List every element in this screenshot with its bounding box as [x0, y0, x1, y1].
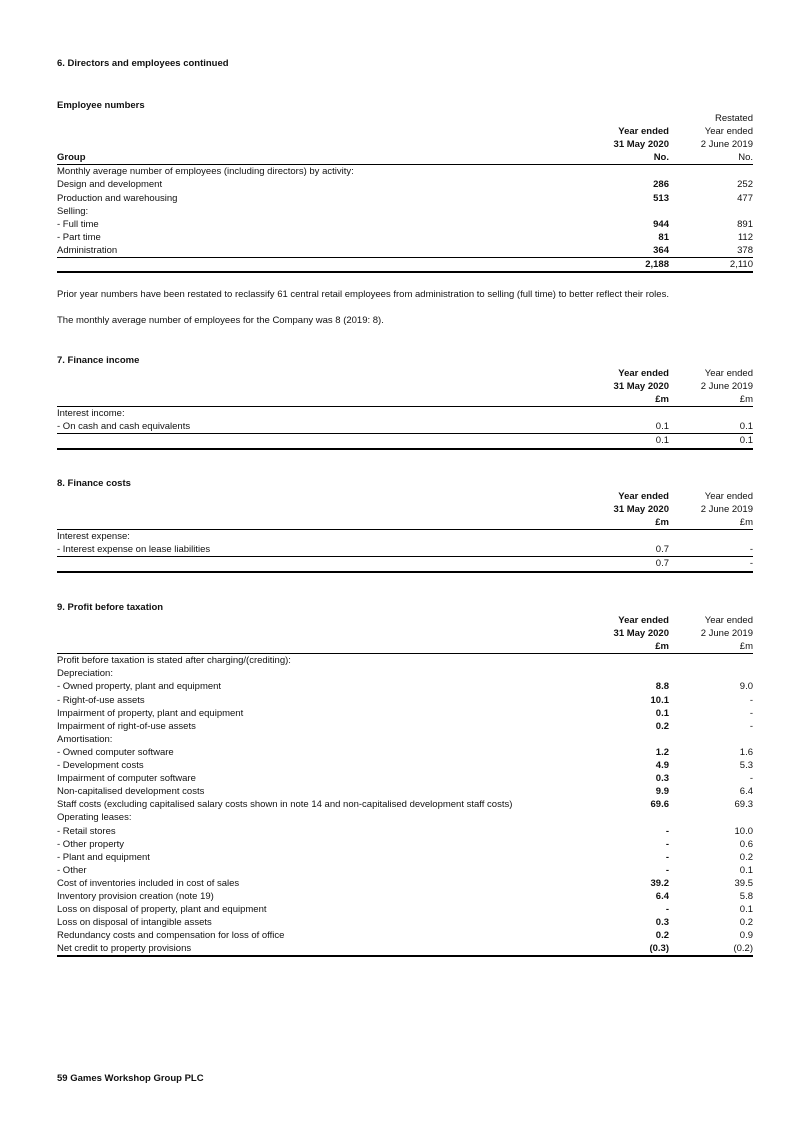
table-row	[57, 165, 753, 179]
row-prior-year: (0.2)	[669, 942, 753, 956]
row-label: - Owned computer software	[57, 746, 174, 758]
total-row	[57, 557, 753, 572]
row-label: Administration	[57, 244, 118, 256]
row-prior-year: 112	[737, 231, 753, 243]
table-row	[57, 205, 753, 218]
header-prior-year: £m	[669, 640, 753, 654]
row-prior-year	[669, 530, 753, 544]
row-label: Design and development	[57, 179, 163, 191]
row-label: Interest income:	[57, 408, 125, 420]
row-prior-year: 477	[737, 192, 753, 204]
row-prior-year	[669, 165, 753, 179]
row-current-year	[579, 205, 669, 218]
row-label: Monthly average number of employees (including directors) by activity:	[57, 166, 354, 178]
header-row	[57, 367, 753, 380]
row-current-year: 8.8	[655, 681, 669, 693]
row-current-year	[579, 667, 669, 680]
row-current-year	[579, 654, 669, 668]
row-prior-year	[669, 733, 753, 746]
header-row	[57, 490, 753, 503]
table-row	[57, 231, 753, 244]
header-current-year	[579, 112, 669, 125]
table-row	[57, 825, 753, 838]
row-current-year: -	[665, 825, 669, 837]
section-8-heading: 8. Finance costs	[57, 478, 131, 489]
row-current-year: 0.1	[655, 707, 669, 719]
row-prior-year	[669, 205, 753, 218]
row-label: - Right-of-use assets	[57, 694, 145, 706]
row-prior-year: 0.6	[739, 838, 753, 850]
total-prior-year: 2,110	[669, 258, 753, 273]
row-label: Inventory provision creation (note 19)	[57, 890, 214, 902]
table-row	[57, 916, 753, 929]
table-row	[57, 746, 753, 759]
row-label: Operating leases:	[57, 812, 132, 824]
row-prior-year: 0.1	[739, 904, 753, 916]
table-row	[57, 772, 753, 785]
row-current-year: 0.3	[655, 773, 669, 785]
header-label	[57, 125, 579, 138]
header-row	[57, 125, 753, 138]
row-label: - Other	[57, 864, 87, 876]
table-row	[57, 890, 753, 903]
row-prior-year: 69.3	[734, 799, 753, 811]
row-prior-year: -	[749, 773, 753, 785]
row-current-year: 0.2	[655, 720, 669, 732]
row-label: Loss on disposal of intangible assets	[57, 917, 212, 929]
row-current-year: 0.2	[655, 930, 669, 942]
row-prior-year	[669, 811, 753, 824]
row-prior-year: -	[749, 720, 753, 732]
row-label: Loss on disposal of property, plant and equipment	[57, 904, 267, 916]
row-label: Redundancy costs and compensation for loss of office	[57, 930, 285, 942]
header-row	[57, 151, 753, 165]
row-current-year	[579, 407, 669, 421]
row-label: - Plant and equipment	[57, 851, 150, 863]
row-prior-year: 1.6	[739, 746, 753, 758]
total-row	[57, 258, 753, 273]
row-label: Interest expense:	[57, 531, 130, 543]
table-row	[57, 785, 753, 798]
finance-costs-table	[57, 490, 753, 573]
header-row	[57, 112, 753, 125]
row-current-year: 1.2	[655, 746, 669, 758]
header-row	[57, 503, 753, 516]
header-row	[57, 516, 753, 530]
header-label	[57, 490, 579, 503]
header-current-year: £m	[579, 393, 669, 407]
row-prior-year: 0.9	[739, 930, 753, 942]
header-row	[57, 627, 753, 640]
table-row	[57, 543, 753, 557]
row-prior-year: 6.4	[739, 786, 753, 798]
row-current-year: 286	[653, 179, 669, 191]
header-current-year: 31 May 2020	[613, 139, 669, 151]
row-label: Impairment of property, plant and equipment	[57, 707, 244, 719]
table-row	[57, 420, 753, 434]
row-current-year: 944	[653, 218, 669, 230]
total-current-year: 2,188	[579, 258, 669, 273]
row-label: Profit before taxation is stated after charging/(crediting):	[57, 655, 291, 667]
row-prior-year: 252	[737, 179, 753, 191]
header-row	[57, 393, 753, 407]
header-label	[57, 393, 579, 407]
header-label	[57, 627, 579, 640]
table-row	[57, 733, 753, 746]
row-label: - On cash and cash equivalents	[57, 421, 191, 433]
row-prior-year	[669, 654, 753, 668]
row-current-year	[579, 530, 669, 544]
row-current-year: 10.1	[650, 694, 669, 706]
row-label: - Other property	[57, 838, 125, 850]
total-row	[57, 434, 753, 449]
table-row	[57, 851, 753, 864]
row-current-year: 513	[653, 192, 669, 204]
profit-before-tax-table	[57, 614, 753, 957]
row-prior-year: 0.1	[739, 421, 753, 433]
header-label	[57, 516, 579, 530]
table-row	[57, 838, 753, 851]
row-prior-year: 0.2	[739, 851, 753, 863]
section-7-heading: 7. Finance income	[57, 355, 140, 366]
table-row	[57, 759, 753, 772]
row-current-year: 0.1	[655, 421, 669, 433]
table-row	[57, 407, 753, 421]
header-prior-year: £m	[669, 516, 753, 530]
row-current-year: -	[665, 838, 669, 850]
header-label	[57, 614, 579, 627]
table-row	[57, 877, 753, 890]
table-row	[57, 707, 753, 720]
row-label: Cost of inventories included in cost of sales	[57, 877, 240, 889]
header-prior-year: Year ended	[704, 491, 753, 502]
header-row	[57, 380, 753, 393]
header-label	[57, 380, 579, 393]
row-label: Selling:	[57, 205, 89, 217]
row-prior-year	[669, 407, 753, 421]
row-label: - Retail stores	[57, 825, 116, 837]
row-label: - Interest expense on lease liabilities	[57, 544, 211, 556]
header-prior-year: Restated	[714, 113, 753, 124]
table-row	[57, 654, 753, 668]
page-footer: 59 Games Workshop Group PLC	[57, 1073, 204, 1084]
header-prior-year: 2 June 2019	[700, 504, 753, 516]
table-row	[57, 680, 753, 693]
header-current-year: 31 May 2020	[613, 504, 669, 516]
row-current-year: 4.9	[655, 760, 669, 772]
row-prior-year: 0.1	[739, 864, 753, 876]
header-current-year: No.	[579, 151, 669, 165]
table-row	[57, 929, 753, 942]
header-prior-year: 2 June 2019	[700, 381, 753, 393]
header-prior-year: No.	[669, 151, 753, 165]
row-prior-year: 10.0	[734, 825, 753, 837]
header-label	[57, 138, 579, 151]
row-label: Staff costs (excluding capitalised salary costs shown in note 14 and non-capitalised development staff costs)	[57, 799, 513, 811]
company-employees-note: The monthly average number of employees for the Company was 8 (2019: 8).	[57, 315, 384, 326]
table-row	[57, 218, 753, 231]
row-current-year: 69.6	[650, 799, 669, 811]
employee-numbers-subheading: Employee numbers	[57, 100, 145, 111]
table-row	[57, 667, 753, 680]
row-current-year: 39.2	[650, 877, 669, 889]
header-label	[57, 112, 579, 125]
total-current-year: 0.1	[579, 434, 669, 449]
row-label: Impairment of computer software	[57, 773, 196, 785]
total-label	[57, 434, 579, 449]
row-label: Non-capitalised development costs	[57, 786, 205, 798]
header-prior-year: £m	[669, 393, 753, 407]
row-current-year: -	[665, 904, 669, 916]
header-current-year: Year ended	[618, 126, 669, 138]
table-row	[57, 720, 753, 733]
row-prior-year: 0.2	[739, 917, 753, 929]
header-prior-year: Year ended	[704, 615, 753, 626]
finance-income-table	[57, 367, 753, 450]
header-row	[57, 138, 753, 151]
section-6-heading: 6. Directors and employees continued	[57, 58, 229, 69]
row-current-year: -	[665, 851, 669, 863]
header-prior-year: Year ended	[704, 368, 753, 379]
row-prior-year	[669, 667, 753, 680]
total-current-year: 0.7	[579, 557, 669, 572]
header-label: Group	[57, 151, 579, 165]
header-prior-year: 2 June 2019	[700, 628, 753, 640]
row-prior-year: 378	[737, 244, 753, 256]
row-prior-year: 891	[737, 218, 753, 230]
row-current-year: 6.4	[655, 890, 669, 902]
header-current-year: 31 May 2020	[613, 381, 669, 393]
table-row	[57, 694, 753, 707]
table-row	[57, 864, 753, 877]
header-current-year: £m	[579, 516, 669, 530]
row-label: - Development costs	[57, 760, 144, 772]
row-current-year: 81	[658, 231, 669, 243]
header-current-year: 31 May 2020	[613, 628, 669, 640]
employee-numbers-table	[57, 112, 753, 273]
header-row	[57, 640, 753, 654]
total-prior-year: -	[669, 557, 753, 572]
table-row	[57, 244, 753, 258]
section-9-heading: 9. Profit before taxation	[57, 602, 164, 613]
table-row	[57, 903, 753, 916]
row-current-year: -	[665, 864, 669, 876]
table-row	[57, 942, 753, 956]
row-current-year: (0.3)	[579, 942, 669, 956]
row-current-year	[579, 811, 669, 824]
table-row	[57, 811, 753, 824]
row-current-year: 9.9	[655, 786, 669, 798]
row-label: Production and warehousing	[57, 192, 178, 204]
table-row	[57, 798, 753, 811]
header-row	[57, 614, 753, 627]
row-prior-year: -	[749, 694, 753, 706]
row-current-year: 0.3	[655, 917, 669, 929]
row-prior-year: 5.8	[739, 890, 753, 902]
header-prior-year: 2 June 2019	[700, 139, 753, 151]
header-label	[57, 640, 579, 654]
row-current-year	[579, 165, 669, 179]
row-label: - Part time	[57, 231, 101, 243]
header-label	[57, 367, 579, 380]
row-prior-year: 39.5	[734, 877, 753, 889]
total-label	[57, 258, 579, 273]
row-current-year: 364	[653, 244, 669, 256]
restatement-note: Prior year numbers have been restated to reclassify 61 central retail employees from administration to selling (full time) to better reflect their roles.	[57, 289, 669, 300]
header-prior-year: Year ended	[704, 126, 753, 138]
table-row	[57, 192, 753, 205]
header-current-year: Year ended	[618, 615, 669, 626]
header-label	[57, 503, 579, 516]
row-prior-year: -	[749, 707, 753, 719]
total-prior-year: 0.1	[669, 434, 753, 449]
row-prior-year: 9.0	[739, 681, 753, 693]
row-current-year	[579, 733, 669, 746]
total-label	[57, 557, 579, 572]
table-row	[57, 530, 753, 544]
row-label: Depreciation:	[57, 668, 113, 680]
row-label: - Full time	[57, 218, 99, 230]
row-label: Amortisation:	[57, 733, 113, 745]
row-current-year: 0.7	[655, 544, 669, 556]
row-label: Impairment of right-of-use assets	[57, 720, 196, 732]
row-label: - Owned property, plant and equipment	[57, 681, 222, 693]
row-prior-year: -	[749, 544, 753, 556]
header-current-year: Year ended	[618, 368, 669, 379]
header-current-year: Year ended	[618, 491, 669, 502]
row-prior-year: 5.3	[739, 760, 753, 772]
header-current-year: £m	[579, 640, 669, 654]
row-label: Net credit to property provisions	[57, 942, 579, 956]
table-row	[57, 178, 753, 191]
